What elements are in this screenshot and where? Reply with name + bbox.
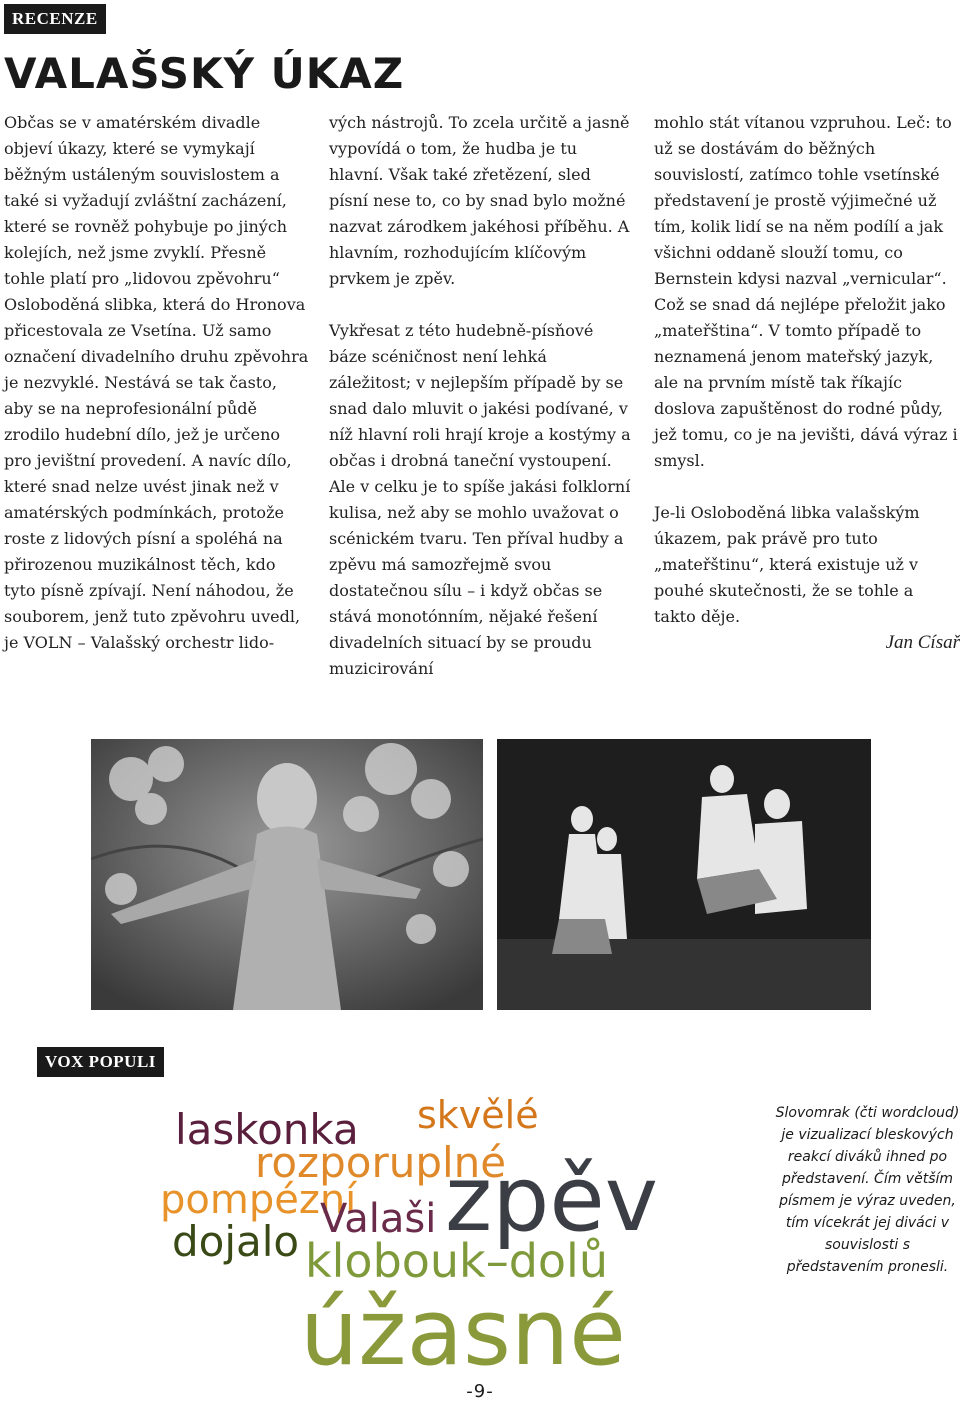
article-paragraph: Je-li Osloboděná libka valašským úkazem, pak právě pro tuto „mateřštinu“, která existuje už v pouhé skutečnosti, že se tohle a takto děje. (654, 503, 920, 626)
wordcloud-word: rozporuplné (255, 1138, 507, 1187)
article-column-1 (4, 110, 310, 656)
wordcloud-word: dojalo (172, 1217, 300, 1266)
article-paragraph: vých nástrojů. To zcela určitě a jasně vypovídá o tom, že hudba je tu hlavní. Však také zřetězení, sled písní nese to, co by snad bylo možné nazvat zárodkem jakéhosi příběhu. A hlavním, rozhodujícím klíčovým prvkem je zpěv. (329, 113, 630, 288)
wordcloud-word: skvělé (417, 1093, 539, 1137)
article-paragraph: Vykřesat z této hudebně-písňové báze scéničnost není lehká záležitost; v nejlepším případě by se snad dalo mluvit o jakési podívané, v níž hlavní roli hrají kroje a kostýmy a občas i drobná taneční vystoupení. Ale v celku je to spíše jakási folklorní kulisa, než aby se mohlo uvažovat o scénickém tvaru. Ten příval hudby a zpěvu má samozřejmě svou dostatečnou sílu – i když občas se stává monotónním, nějaké řešení divadelních situací by se proudu muzicirování (329, 321, 631, 678)
stage-photo-dancers (497, 739, 871, 1010)
article-paragraph: Občas se v amatérském divadle objeví úkazy, které se vymykají běžným ustáleným souvislostem a také si vyžadují zvláštní zacházení, které se rovněž pohybuje po jiných kolejích, než jsme zvyklí. Přesně tohle platí pro „lidovou zpěvohru“ Osloboděná slibka, která do Hronova přicestovala ze Vsetína. Už samo označení divadelního druhu zpěvohra je nezvyklé. Nestává se tak často, aby se na neprofesionální půdě zrodilo hudební dílo, jež je určeno pro jevištní provedení. A navíc dílo, které snad nelze uvést jinak než v amatérských podmínkách, protože roste z lidových písní a spoléhá na přirozenou muzikálnost těch, kdo tyto písně zpívají. Není náhodou, že souborem, jenž tuto zpěvohru uvedl, je VOLN – Valašský orchestr lido- (4, 113, 309, 652)
wordcloud-caption: Slovomrak (čti wordcloud) je vizualizací bleskových reakcí diváků ihned po představení. Čím větším písmem je výraz uveden, tím vícekrát jej diváci v souvislosti s představením pronesli. (775, 1105, 960, 1275)
author-signature: Jan Císař (885, 632, 960, 653)
wordcloud-word: laskonka (175, 1105, 359, 1154)
article-column-3 (654, 110, 960, 656)
wordcloud-word: úžasné (300, 1279, 626, 1380)
article-title: VALAŠSKÝ ÚKAZ (4, 49, 405, 98)
wordcloud-word: Valaši (320, 1196, 437, 1242)
section-label-vox-populi: VOX POPULI (37, 1047, 164, 1077)
stage-photo-singer (91, 739, 483, 1010)
article-paragraph: mohlo stát vítanou vzpruhou. Leč: to už se dostávám do běžných souvislostí, zatímco tohle vsetínské představení je prostě výjimečné už tím, kolik lidí se na něm podílí a jak všichni oddaně slouží tomu, co Bernstein kdysi nazval „vernicular“. Což se snad dá nejlépe přeložit jako „mateřština“. V tomto případě to neznamená jenom mateřský jazyk, ale na prvním místě tak říkajíc doslova zapuštěnost do rodné půdy, jež tomu, co je na jevišti, dává výraz i smysl. (654, 113, 958, 470)
article-column-2 (329, 110, 634, 682)
wordcloud-word: klobouk–dolů (305, 1234, 608, 1288)
wordcloud-word: pompézní (160, 1177, 357, 1223)
word-cloud (160, 1080, 780, 1380)
wordcloud-word: zpěv (445, 1147, 659, 1252)
page-number: -9- (466, 1381, 494, 1402)
section-label: RECENZE (4, 4, 106, 34)
